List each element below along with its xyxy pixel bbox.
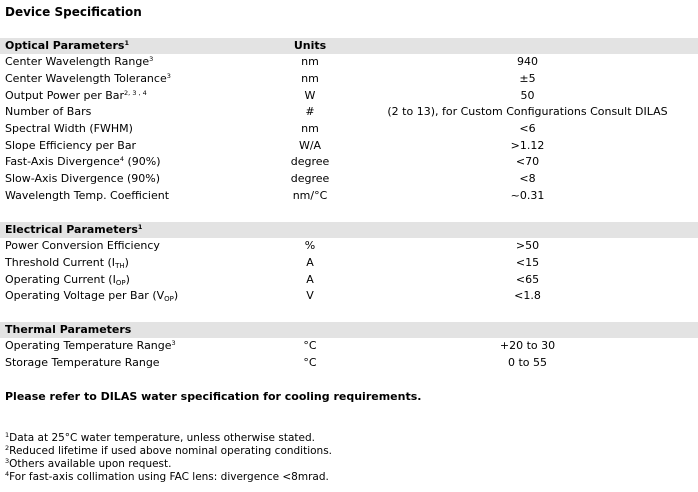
optical-parameters-table [0, 38, 698, 204]
param-value: 0 to 55 [507, 356, 548, 370]
page-title: Device Specification [5, 5, 142, 19]
param-label: Spectral Width (FWHM) [5, 122, 133, 136]
param-value: <65 [515, 272, 540, 286]
param-value: >1.12 [510, 138, 545, 152]
optical-header: Optical Parameters$^1$ [0, 38, 263, 54]
param-value: <15 [515, 256, 540, 270]
param-value: <70 [515, 155, 540, 169]
param-label: Output Power per Bar$^{2, 3 , 4}$ [5, 88, 147, 102]
electrical-parameters-table [0, 222, 698, 305]
units-header: Units [263, 38, 357, 54]
table-row [0, 355, 698, 372]
param-label: Center Wavelength Range$^3$ [5, 55, 154, 69]
param-unit: V [306, 289, 314, 303]
param-label: Operating Voltage per Bar $(V_{OP})$ [5, 289, 179, 304]
param-unit: W/A [298, 138, 322, 152]
param-unit: # [305, 105, 315, 119]
param-unit: degree [290, 155, 330, 169]
param-value: +20 to 30 [499, 339, 556, 353]
param-unit: % [304, 239, 316, 253]
param-value: (2 to 13), for Custom Configurations Consult DILAS [387, 105, 668, 119]
param-unit: nm [301, 55, 319, 69]
thermal-parameters-table [0, 322, 698, 371]
param-label: Fast-Axis Divergence$^4$ (90%) [5, 155, 161, 169]
param-unit: A [306, 256, 314, 270]
table-row [0, 121, 698, 138]
param-value: <8 [519, 172, 536, 186]
table-row [0, 54, 698, 71]
param-label: Wavelength Temp. Coefficient [5, 188, 170, 202]
param-unit: A [306, 272, 314, 286]
footnote: $^1$Data at 25°C water temperature, unless otherwise stated. [5, 431, 315, 444]
optical-header-row [0, 38, 698, 54]
table-row [0, 71, 698, 88]
footnote: $^3$Others available upon request. [5, 457, 172, 470]
table-row [0, 154, 698, 171]
param-label: Threshold Current $(I_{TH})$ [5, 256, 129, 271]
param-label: Slope Efficiency per Bar [5, 138, 137, 152]
param-label: Operating Temperature Range$^3$ [5, 339, 176, 353]
param-label: Number of Bars [5, 105, 92, 119]
footnote: $^4$For fast-axis collimation using FAC lens: divergence <8mrad. [5, 470, 329, 483]
table-row [0, 188, 698, 205]
param-label: Operating Current $(I_{OP})$ [5, 272, 130, 287]
param-value: ±5 [519, 72, 536, 86]
param-value: >50 [515, 239, 540, 253]
table-row [0, 288, 698, 305]
param-unit: °C [303, 356, 317, 370]
table-row [0, 255, 698, 272]
param-unit: nm [301, 72, 319, 86]
table-row [0, 271, 698, 288]
param-value: <1.8 [514, 289, 541, 303]
table-row [0, 137, 698, 154]
param-unit: nm/°C [292, 188, 328, 202]
param-unit: nm [301, 122, 319, 136]
param-unit: °C [303, 339, 317, 353]
param-label: Center Wavelength Tolerance$^3$ [5, 72, 171, 86]
thermal-header-row [0, 322, 698, 338]
param-label: Power Conversion Efficiency [5, 239, 160, 253]
cooling-note: Please refer to DILAS water specification for cooling requirements. [5, 390, 422, 403]
param-label: Storage Temperature Range [5, 356, 160, 370]
table-row [0, 238, 698, 255]
param-label: Slow-Axis Divergence (90%) [5, 172, 161, 186]
param-value: <6 [519, 122, 536, 136]
table-row [0, 104, 698, 121]
param-unit: degree [290, 172, 330, 186]
electrical-header: Electrical Parameters$^1$ [0, 222, 698, 238]
param-unit: W [304, 88, 316, 102]
table-row [0, 171, 698, 188]
footnote: $^2$Reduced lifetime if used above nominal operating conditions. [5, 444, 333, 457]
table-row [0, 338, 698, 355]
table-row [0, 87, 698, 104]
electrical-header-row [0, 222, 698, 238]
footnotes [5, 432, 332, 484]
thermal-header: Thermal Parameters [0, 322, 698, 338]
param-value: 50 [520, 88, 535, 102]
param-value: 940 [517, 55, 538, 69]
param-value: ~0.31 [510, 188, 545, 202]
